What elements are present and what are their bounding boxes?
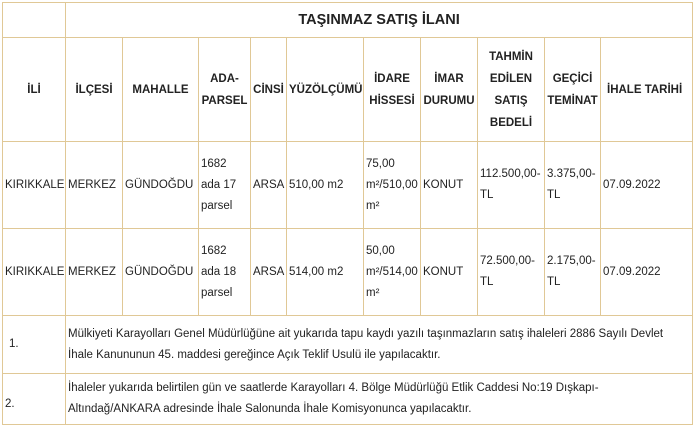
cell-imar-durumu: KONUT <box>421 142 478 229</box>
cell-idare-hissesi: 75,00 m²/510,00 m² <box>364 142 421 229</box>
cell-ada-parsel: 1682 ada 18 parsel <box>199 229 251 316</box>
note-text: İhaleler yukarıda belirtilen gün ve saatlerde Karayolları 4. Bölge Müdürlüğü Etlik Caddesi No:19 Dışkapı-Altındağ/ANKARA adresinde İhale Salonunda İhale Komisyonunca yapılacaktır. <box>66 374 693 425</box>
cell-mahalle: GÜNDOĞDU <box>123 229 199 316</box>
cell-ilce: MERKEZ <box>66 142 123 229</box>
cell-yuzolcumu: 510,00 m2 <box>287 142 364 229</box>
cell-cinsi: ARSA <box>251 142 287 229</box>
cell-ada-parsel: 1682 ada 17 parsel <box>199 142 251 229</box>
header-cinsi: CİNSİ <box>251 38 287 142</box>
title-blank-cell <box>3 3 66 38</box>
note-number: 1. <box>3 316 66 374</box>
note-row <box>3 316 693 374</box>
note-number: 2. <box>3 374 66 425</box>
header-ihale-tarihi: İHALE TARİHİ <box>601 38 693 142</box>
cell-il: KIRIKKALE <box>3 142 66 229</box>
cell-mahalle: GÜNDOĞDU <box>123 142 199 229</box>
header-ilce: İLÇESİ <box>66 38 123 142</box>
note-row <box>3 374 693 425</box>
cell-ihale-tarihi: 07.09.2022 <box>601 142 693 229</box>
cell-yuzolcumu: 514,00 m2 <box>287 229 364 316</box>
cell-imar-durumu: KONUT <box>421 229 478 316</box>
header-idare-hissesi: İDARE HİSSESİ <box>364 38 421 142</box>
cell-gecici-teminat: 3.375,00-TL <box>545 142 601 229</box>
header-imar-durumu: İMAR DURUMU <box>421 38 478 142</box>
cell-idare-hissesi: 50,00 m²/514,00 m² <box>364 229 421 316</box>
header-yuzolcumu: YÜZÖLÇÜMÜ <box>287 38 364 142</box>
cell-satis-bedeli: 72.500,00-TL <box>478 229 545 316</box>
sale-notice-table <box>2 2 693 425</box>
cell-ilce: MERKEZ <box>66 229 123 316</box>
header-satis-bedeli: TAHMİN EDİLEN SATIŞ BEDELİ <box>478 38 545 142</box>
header-il: İLİ <box>3 38 66 142</box>
table-header-row <box>3 38 693 142</box>
header-gecici-teminat: GEÇİCİ TEMİNAT <box>545 38 601 142</box>
header-ada-parsel: ADA-PARSEL <box>199 38 251 142</box>
cell-satis-bedeli: 112.500,00-TL <box>478 142 545 229</box>
cell-cinsi: ARSA <box>251 229 287 316</box>
cell-ihale-tarihi: 07.09.2022 <box>601 229 693 316</box>
cell-gecici-teminat: 2.175,00-TL <box>545 229 601 316</box>
header-mahalle: MAHALLE <box>123 38 199 142</box>
note-text: Mülkiyeti Karayolları Genel Müdürlüğüne ait yukarıda tapu kaydı yazılı taşınmazların satış ihaleleri 2886 Sayılı Devlet İhale Kanununun 45. maddesi gereğince Açık Teklif Usulü ile yapılacaktır. <box>66 316 693 374</box>
cell-il: KIRIKKALE <box>3 229 66 316</box>
table-row <box>3 142 693 229</box>
notice-title: TAŞINMAZ SATIŞ İLANI <box>66 3 693 38</box>
table-row <box>3 229 693 316</box>
